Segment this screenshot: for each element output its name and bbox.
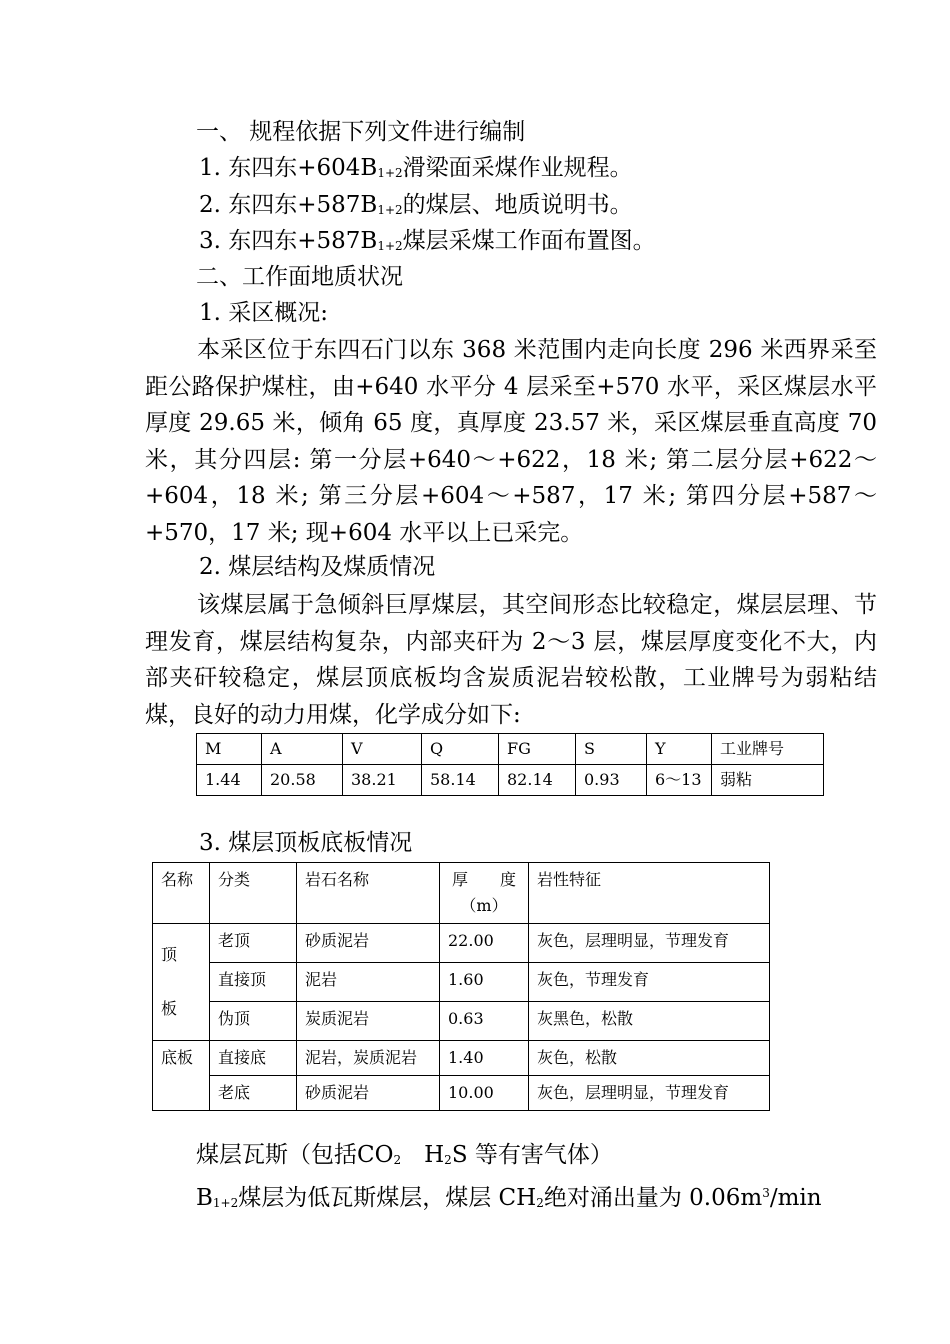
item3-subscript: 1+2 — [377, 239, 403, 253]
sub1-paragraph: 本采区位于东四石门以东 368 米范围内走向长度 296 米西界采至距公路保护煤柱，由+640 水平分 4 层采至+570 水平，采区煤层水平厚度 29.65 米，倾角 65 度，真厚度 23.57 米，采区煤层垂直高度 70 米，其分四层: 第一分层+640～+622，18 米; 第二层分层+622～+604，18 米; 第三分层+604～+587，17 米; 第四分层+587～+570，17 米; 现+604 水平以上已采完。 — [145, 337, 877, 546]
t2-feat: 灰色，层理明显，节理发育 — [529, 1076, 770, 1111]
t1-header-cell: Y — [647, 734, 712, 765]
table2-header-row — [153, 863, 770, 924]
t2-rock: 泥岩 — [297, 963, 440, 1002]
t1-header-cell: M — [197, 734, 262, 765]
group-top-cell — [153, 924, 210, 1041]
t2-cat: 伪顶 — [210, 1002, 297, 1041]
t2-cat: 老顶 — [210, 924, 297, 963]
sub1-title: 1. 采区概况: — [199, 300, 329, 326]
gas-title-sub: 2 — [444, 1153, 452, 1167]
gas-line-part: 煤层为低瓦斯煤层，煤层 CH — [238, 1185, 537, 1211]
item2-subscript: 1+2 — [377, 203, 403, 217]
t2-cat: 老底 — [210, 1076, 297, 1111]
item1-subscript: 1+2 — [377, 166, 403, 180]
t2-thick: 10.00 — [440, 1076, 529, 1111]
t1-header-cell: FG — [499, 734, 576, 765]
t2-rock: 砂质泥岩 — [297, 1076, 440, 1111]
gas-line-part: /min — [769, 1185, 822, 1211]
table-row — [153, 1002, 770, 1041]
chemical-composition-table — [196, 733, 824, 796]
t1-header-cell: Q — [422, 734, 499, 765]
t1-header-cell: V — [343, 734, 422, 765]
t1-header-cell: A — [262, 734, 343, 765]
gas-line-part: 绝对涌出量为 0.06m — [543, 1185, 763, 1211]
t2-feat: 灰色，节理发育 — [529, 963, 770, 1002]
t2-thick: 1.40 — [440, 1041, 529, 1076]
gas-line-part: B — [196, 1185, 213, 1211]
gas-title-part: H — [401, 1142, 445, 1168]
group-bottom-cell: 底板 — [153, 1041, 210, 1111]
t1-value-cell: 弱粘 — [712, 765, 824, 796]
item2-prefix: 2. 东四东+587B — [199, 192, 378, 218]
table1-header-row — [197, 734, 824, 765]
item1-suffix: 滑梁面采煤作业规程。 — [402, 155, 633, 181]
t2-header-cell: 分类 — [210, 863, 297, 924]
t2-rock: 砂质泥岩 — [297, 924, 440, 963]
sub2-title: 2. 煤层结构及煤质情况 — [199, 554, 436, 580]
t2-thick: 1.60 — [440, 963, 529, 1002]
gas-line-sub: 1+2 — [212, 1196, 239, 1210]
table-row — [153, 1076, 770, 1111]
t1-value-cell: 82.14 — [499, 765, 576, 796]
gas-title-part: 煤层瓦斯（包括CO — [196, 1142, 394, 1168]
section1-heading: 一、 规程依据下列文件进行编制 — [196, 119, 526, 145]
group-top-char: 板 — [161, 999, 178, 1018]
t2-header-cell: 厚 度（m） — [440, 863, 529, 924]
t2-rock: 炭质泥岩 — [297, 1002, 440, 1041]
table-row — [153, 963, 770, 1002]
gas-title-sub: 2 — [393, 1153, 402, 1167]
t1-header-cell: S — [576, 734, 647, 765]
section1-item3 — [199, 226, 656, 261]
t2-cat: 直接底 — [210, 1041, 297, 1076]
t1-value-cell: 20.58 — [262, 765, 343, 796]
gas-line-sub: 2 — [536, 1196, 544, 1210]
table-row — [153, 924, 770, 963]
t2-thick: 0.63 — [440, 1002, 529, 1041]
gas-title-part: S 等有害气体） — [451, 1142, 613, 1168]
t1-value-cell: 0.93 — [576, 765, 647, 796]
sub3-title: 3. 煤层顶板底板情况 — [199, 830, 413, 856]
table-row — [153, 1041, 770, 1076]
roof-floor-table — [152, 862, 770, 1111]
t1-header-cell: 工业牌号 — [712, 734, 824, 765]
t2-thick: 22.00 — [440, 924, 529, 963]
gas-title — [196, 1140, 613, 1175]
t1-value-cell: 58.14 — [422, 765, 499, 796]
t2-feat: 灰色，松散 — [529, 1041, 770, 1076]
t2-rock: 泥岩，炭质泥岩 — [297, 1041, 440, 1076]
sub2-paragraph: 该煤层属于急倾斜巨厚煤层，其空间形态比较稳定，煤层层理、节理发育，煤层结构复杂，内部夹矸为 2～3 层，煤层厚度变化不大，内部夹矸较稳定，煤层顶底板均含炭质泥岩较松散，工业牌号为弱粘结煤，良好的动力用煤，化学成分如下: — [145, 592, 877, 728]
item2-suffix: 的煤层、地质说明书。 — [402, 192, 633, 218]
group-top-char: 顶 — [161, 945, 178, 964]
item1-prefix: 1. 东四东+604B — [199, 155, 378, 181]
section1-item1 — [199, 153, 633, 188]
t1-value-cell: 38.21 — [343, 765, 422, 796]
t2-header-cell: 岩石名称 — [297, 863, 440, 924]
gas-line — [196, 1178, 822, 1218]
section2-heading: 二、工作面地质状况 — [196, 264, 403, 290]
item3-suffix: 煤层采煤工作面布置图。 — [402, 228, 656, 254]
table1-value-row — [197, 765, 824, 796]
t2-header-cell: 名称 — [153, 863, 210, 924]
t1-value-cell: 1.44 — [197, 765, 262, 796]
item3-prefix: 3. 东四东+587B — [199, 228, 378, 254]
t2-feat: 灰色，层理明显，节理发育 — [529, 924, 770, 963]
t2-feat: 灰黑色，松散 — [529, 1002, 770, 1041]
section1-item2 — [199, 190, 633, 225]
t2-header-cell: 岩性特征 — [529, 863, 770, 924]
t2-cat: 直接顶 — [210, 963, 297, 1002]
gas-line-sup: 3 — [762, 1186, 770, 1200]
t1-value-cell: 6～13 — [647, 765, 712, 796]
